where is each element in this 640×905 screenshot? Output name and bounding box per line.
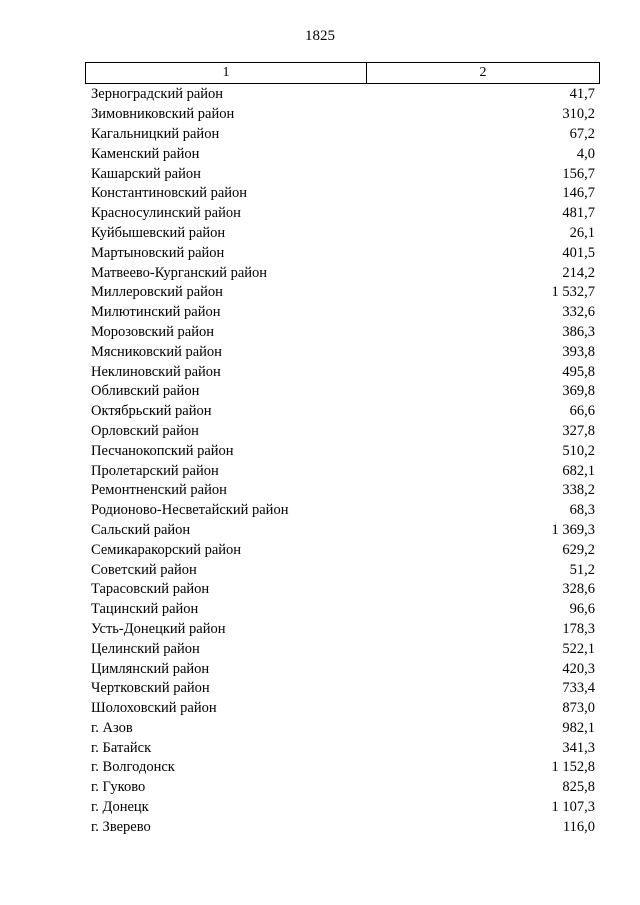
district-name: Усть-Донецкий район (91, 620, 226, 637)
table-row (91, 323, 595, 343)
table-row (91, 639, 595, 659)
amount-value: 328,6 (562, 581, 595, 598)
district-name: Неклиновский район (91, 363, 221, 380)
district-name: Цимлянский район (91, 660, 210, 677)
district-name: г. Донецк (91, 799, 149, 816)
amount-value: 393,8 (562, 343, 595, 360)
table-row (91, 402, 595, 422)
table-row (91, 362, 595, 382)
table-row (91, 758, 595, 778)
table-row (91, 125, 595, 145)
amount-value: 386,3 (562, 323, 595, 340)
table-row (91, 243, 595, 263)
table-row (91, 521, 595, 541)
table-row (91, 600, 595, 620)
district-name: Куйбышевский район (91, 224, 226, 241)
district-name: Константиновский район (91, 185, 248, 202)
amount-value: 68,3 (569, 502, 595, 519)
amount-value: 156,7 (562, 165, 595, 182)
table-row (91, 798, 595, 818)
table-row (91, 342, 595, 362)
amount-value: 67,2 (569, 125, 595, 142)
amount-value: 1 532,7 (551, 284, 595, 301)
table-body (91, 85, 595, 837)
amount-value: 1 152,8 (551, 759, 595, 776)
table-row (91, 85, 595, 105)
table-row (91, 164, 595, 184)
district-name: Мартыновский район (91, 244, 225, 261)
district-name: Тацинский район (91, 601, 199, 618)
table-row (91, 620, 595, 640)
district-name: г. Гуково (91, 779, 146, 796)
district-name: Милютинский район (91, 304, 221, 321)
amount-value: 327,8 (562, 422, 595, 439)
amount-value: 1 369,3 (551, 521, 595, 538)
district-name: Миллеровский район (91, 284, 223, 301)
amount-value: 401,5 (562, 244, 595, 261)
table-row (91, 560, 595, 580)
amount-value: 733,4 (562, 680, 595, 697)
district-name: г. Волгодонск (91, 759, 175, 776)
amount-value: 825,8 (562, 779, 595, 796)
district-name: Родионово-Несветайский район (91, 502, 289, 519)
table-row (91, 303, 595, 323)
district-name: Песчанокопский район (91, 442, 234, 459)
amount-value: 338,2 (562, 482, 595, 499)
table-row (91, 184, 595, 204)
amount-value: 116,0 (562, 818, 595, 835)
column-header-2: 2 (479, 65, 487, 80)
table-row (91, 461, 595, 481)
district-name: Кашарский район (91, 165, 201, 182)
amount-value: 41,7 (569, 86, 595, 103)
district-name: Зерноградский район (91, 86, 224, 103)
amount-value: 51,2 (569, 561, 595, 578)
amount-value: 510,2 (562, 442, 595, 459)
amount-value: 178,3 (562, 620, 595, 637)
table-row (91, 144, 595, 164)
amount-value: 332,6 (562, 304, 595, 321)
table-row (91, 204, 595, 224)
district-name: Октябрьский район (91, 403, 212, 420)
column-header-1: 1 (86, 63, 367, 83)
table-row (91, 659, 595, 679)
table-row (91, 679, 595, 699)
district-name: Тарасовский район (91, 581, 210, 598)
table-row (91, 105, 595, 125)
district-name: Красносулинский район (91, 205, 241, 222)
table-row (91, 817, 595, 837)
amount-value: 146,7 (562, 185, 595, 202)
amount-value: 66,6 (569, 403, 595, 420)
district-name: г. Батайск (91, 739, 152, 756)
amount-value: 982,1 (562, 719, 595, 736)
amount-value: 495,8 (562, 363, 595, 380)
district-name: Семикаракорский район (91, 541, 242, 558)
amount-value: 1 107,3 (551, 799, 595, 816)
amount-value: 629,2 (562, 541, 595, 558)
table-row (91, 540, 595, 560)
amount-value: 26,1 (569, 224, 595, 241)
table-row (91, 580, 595, 600)
district-name: Обливский район (91, 383, 200, 400)
table-row (91, 501, 595, 521)
district-name: Советский район (91, 561, 197, 578)
amount-value: 369,8 (562, 383, 595, 400)
table-row (91, 263, 595, 283)
amount-value: 96,6 (569, 601, 595, 618)
district-name: Шолоховский район (91, 700, 217, 717)
table-row (91, 441, 595, 461)
table-row (91, 283, 595, 303)
table-row (91, 719, 595, 739)
district-name: Морозовский район (91, 323, 215, 340)
amount-value: 522,1 (562, 640, 595, 657)
table-row (91, 422, 595, 442)
table-header (85, 62, 600, 84)
page-number: 1825 (305, 28, 335, 44)
table-row (91, 481, 595, 501)
table-row (91, 699, 595, 719)
district-name: г. Зверево (91, 818, 151, 835)
district-name: Пролетарский район (91, 462, 219, 479)
district-name: г. Азов (91, 719, 133, 736)
district-name: Каменский район (91, 145, 200, 162)
amount-value: 310,2 (562, 106, 595, 123)
amount-value: 341,3 (562, 739, 595, 756)
district-name: Зимовниковский район (91, 106, 235, 123)
district-name: Сальский район (91, 521, 191, 538)
district-name: Чертковский район (91, 680, 210, 697)
table-row (91, 382, 595, 402)
amount-value: 420,3 (562, 660, 595, 677)
table-row (91, 778, 595, 798)
district-name: Орловский район (91, 422, 199, 439)
district-name: Кагальницкий район (91, 125, 220, 142)
amount-value: 873,0 (562, 700, 595, 717)
district-name: Мясниковский район (91, 343, 222, 360)
district-name: Матвеево-Курганский район (91, 264, 268, 281)
district-name: Ремонтненский район (91, 482, 227, 499)
amount-value: 682,1 (562, 462, 595, 479)
table-row (91, 224, 595, 244)
district-name: Целинский район (91, 640, 200, 657)
amount-value: 4,0 (576, 145, 595, 162)
table-row (91, 738, 595, 758)
amount-value: 481,7 (562, 205, 595, 222)
amount-value: 214,2 (562, 264, 595, 281)
